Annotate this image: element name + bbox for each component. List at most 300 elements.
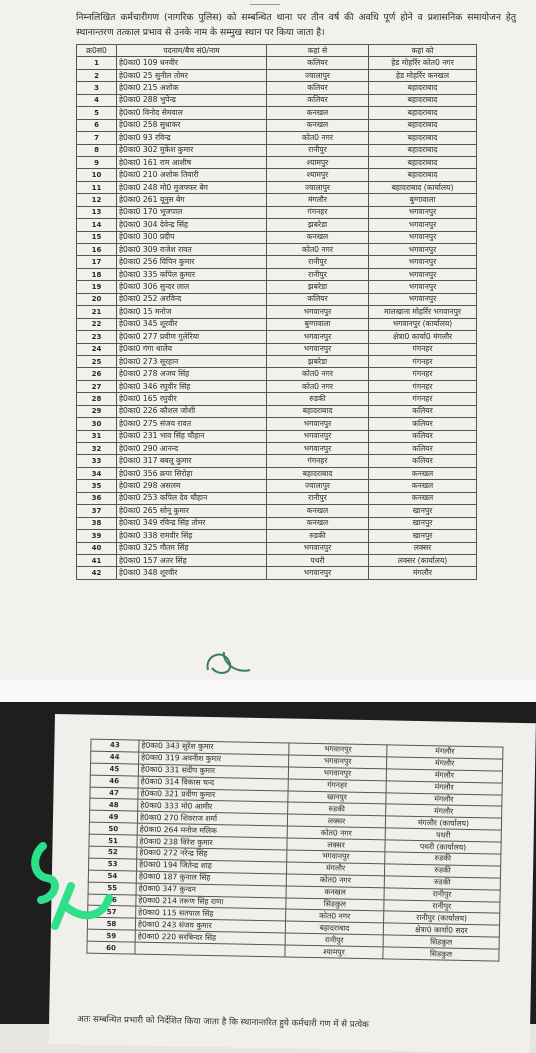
cell-to: गंगनहर — [369, 393, 477, 405]
table-row — [77, 268, 477, 280]
cell-to: रुडकी — [384, 864, 500, 878]
cell-name: हे0का0 गंगा थालेव — [117, 343, 267, 355]
table-row — [77, 355, 477, 367]
table-row — [77, 206, 477, 218]
table-body-page-1 — [77, 57, 477, 579]
cell-from: ज्वालापुर — [267, 480, 369, 492]
cell-from: कोत0 नगर — [287, 826, 385, 840]
cell-from: श्यामपुर — [285, 945, 383, 959]
cell-from: गंगनहर — [267, 206, 369, 218]
cell-from: भगवानपुर — [289, 743, 387, 757]
cell-to: भगवानपुर — [369, 281, 477, 293]
cell-to: बहादराबाद — [369, 169, 477, 181]
cell-to: बहादराबाद — [369, 119, 477, 131]
cell-to: कलियर — [369, 455, 477, 467]
cell-from: कोत0 नगर — [267, 244, 369, 256]
cell-from: भगवानपुर — [267, 542, 369, 554]
table-row — [77, 57, 477, 69]
signature-initial — [196, 640, 256, 680]
table-row — [77, 393, 477, 405]
cell-to: क्षेत्रा0 कार्या0 मंगलौर — [369, 331, 477, 343]
cell-to: कलियर — [369, 418, 477, 430]
cell-from: श्यामपुर — [267, 156, 369, 168]
cell-from: भगवानपुर — [267, 343, 369, 355]
cell-from: झबरेडा — [267, 219, 369, 231]
cell-name: हे0का0 278 अजय सिंह — [117, 368, 267, 380]
cell-to: मंगलौर — [386, 804, 502, 818]
cell-serial: 1 — [77, 57, 117, 69]
cell-serial: 35 — [77, 480, 117, 492]
cell-serial: 11 — [77, 181, 117, 193]
cell-from: रानीपुर — [267, 268, 369, 280]
cell-name: हे0का0 109 धनवीर — [117, 57, 267, 69]
cell-serial: 5 — [77, 107, 117, 119]
cell-name: हे0का0 331 संदीप कुमार — [138, 764, 288, 779]
cell-serial: 10 — [77, 169, 117, 181]
cell-to: कलियर — [369, 430, 477, 442]
cell-name: हे0का0 265 सोनू कुमार — [117, 505, 267, 517]
cell-to: गंगनहर — [369, 368, 477, 380]
table-row — [77, 144, 477, 156]
cell-name: हे0का0 15 मनोज — [117, 306, 267, 318]
cell-name: हे0का0 243 संजय कुमार — [135, 918, 285, 933]
cell-name: हे0का0 170 भूजपाल — [117, 206, 267, 218]
cell-name: हे0का0 93 रविन्द्र — [117, 132, 267, 144]
cell-to: बहादराबाद — [369, 94, 477, 106]
table-row — [77, 517, 477, 529]
cell-serial: 9 — [77, 156, 117, 168]
cell-from: लक्सर — [287, 838, 385, 852]
cell-to: कनखल — [369, 467, 477, 479]
cell-to: मंगलौर — [387, 745, 503, 759]
cell-from: भगवानपुर — [267, 430, 369, 442]
table-row — [77, 480, 477, 492]
cell-serial: 37 — [77, 505, 117, 517]
cell-serial: 19 — [77, 281, 117, 293]
cell-name: हे0का0 256 विपिन कुमार — [117, 256, 267, 268]
cell-serial: 3 — [77, 82, 117, 94]
cell-to: बहादराबाद — [369, 107, 477, 119]
cell-from: कोत0 नगर — [267, 368, 369, 380]
cell-from: ज्वालापुर — [267, 69, 369, 81]
cell-name: हे0का0 288 भुपेन्द्र — [117, 94, 267, 106]
cell-serial: 51 — [89, 834, 137, 847]
cell-from: कनखल — [286, 886, 384, 900]
cell-name: हे0का0 252 अरविन्द — [117, 293, 267, 305]
cell-from: रानीपुर — [285, 933, 383, 947]
table-row — [77, 430, 477, 442]
table-row — [77, 492, 477, 504]
cell-name: हे0का0 258 सुधाकर — [117, 119, 267, 131]
cell-name: हे0का0 231 भाव सिंह चौहान — [117, 430, 267, 442]
cell-from: रानीपुर — [267, 492, 369, 504]
cell-from: भगवानपुर — [267, 331, 369, 343]
cell-serial: 44 — [91, 751, 139, 764]
cell-name: हे0का0 290 आनन्द — [117, 443, 267, 455]
cell-serial: 8 — [77, 144, 117, 156]
cell-serial: 16 — [77, 244, 117, 256]
cell-name: हे0का0 272 नरेन्द्र सिंह — [137, 847, 287, 862]
cell-to: खानपुर — [369, 517, 477, 529]
cell-serial: 23 — [77, 331, 117, 343]
intro-paragraph: निम्नलिखित कर्मचारीगण (नागरिक पुलिस) को सम्बन्धित थाना पर तीन वर्ष की अवधि पूर्ण होने व प्रशासनिक समायोजन हेतु स्थानान्तरण तत्काल प्रभाव से उनके नाम के सम्मुख स्थान पर किया जाता है। — [76, 12, 516, 38]
cell-serial: 58 — [87, 918, 135, 931]
cell-to: गंगनहर — [369, 380, 477, 392]
cell-serial: 22 — [77, 318, 117, 330]
cell-name: हे0का0 319 अवनीश कुमार — [139, 752, 289, 767]
cell-to: कलियर — [369, 405, 477, 417]
cell-name: हे0का0 248 मो0 मुजफ्फर बेग — [117, 181, 267, 193]
cell-name: हे0का0 264 मनोज मलिक — [137, 823, 287, 838]
header-serial: क्र0सं0 — [77, 45, 117, 57]
table-row — [77, 443, 477, 455]
cell-serial: 24 — [77, 343, 117, 355]
cell-name: हे0का0 25 सुनील तोमर — [117, 69, 267, 81]
cell-to: रानीपुर (कार्यालय) — [384, 911, 500, 925]
cell-serial: 48 — [90, 799, 138, 812]
cell-to: लक्सर (कार्यालय) — [369, 554, 477, 566]
cell-serial: 7 — [77, 132, 117, 144]
cell-name: हे0का0 304 देवेन्द्र सिंह — [117, 219, 267, 231]
page-gap — [0, 680, 536, 702]
table-row — [77, 281, 477, 293]
cell-to: मालखाना मोहर्रिर भगवानपुर — [369, 306, 477, 318]
cell-serial: 12 — [77, 194, 117, 206]
cell-name: हे0का0 348 शूरवीर — [117, 567, 267, 579]
cell-to: सिडकुल — [383, 935, 499, 949]
cell-from: बहादराबाद — [267, 467, 369, 479]
cell-from: बुग्गावाला — [267, 318, 369, 330]
cell-to: भगवानपुर — [369, 206, 477, 218]
cell-to: कनखल — [369, 480, 477, 492]
cell-to: खानपुर — [369, 530, 477, 542]
cell-name: हे0का0 161 राम आशीष — [117, 156, 267, 168]
top-rule — [250, 0, 280, 5]
table-row — [77, 467, 477, 479]
cell-to: मंगलौर — [386, 792, 502, 806]
cell-name: हे0का0 226 कौशल जोशी — [117, 405, 267, 417]
cell-name: हे0का0 349 रविन्द्र सिंह तोमर — [117, 517, 267, 529]
cell-to: मंगलौर — [369, 567, 477, 579]
cell-to: बहादराबाद — [369, 156, 477, 168]
table-row — [77, 107, 477, 119]
table-row — [77, 231, 477, 243]
table-row — [77, 343, 477, 355]
cell-to: रुडकी — [384, 876, 500, 890]
cell-name: हे0का0 317 बबलू कुमार — [117, 455, 267, 467]
cell-from: गंगनहर — [267, 455, 369, 467]
cell-name: हे0का0 309 राजेश रावत — [117, 244, 267, 256]
cell-name: हे0का0 215 अशोक — [117, 82, 267, 94]
cell-to: मंगलौर — [387, 757, 503, 771]
cell-serial: 29 — [77, 405, 117, 417]
cell-serial: 21 — [77, 306, 117, 318]
cell-to: बहादराबाद (कार्यालय) — [369, 181, 477, 193]
cell-from: कोत0 नगर — [267, 132, 369, 144]
cell-name: हे0का0 356 क्रपा सिरोहा — [117, 467, 267, 479]
cell-serial: 53 — [89, 858, 137, 871]
cell-from: कलियर — [267, 94, 369, 106]
cell-to: गंगनहर — [369, 343, 477, 355]
cell-to: रानीपुर — [384, 888, 500, 902]
table-row — [77, 94, 477, 106]
cell-from: रुडकी — [267, 530, 369, 542]
header-name: पदनाम/बैच सं0/नाम — [117, 45, 267, 57]
cell-from: कोत0 नगर — [286, 874, 384, 888]
cell-serial: 15 — [77, 231, 117, 243]
cell-from: मंगलौर — [267, 194, 369, 206]
cell-serial: 40 — [77, 542, 117, 554]
cell-name: हे0का0 306 सुन्दर लाल — [117, 281, 267, 293]
table-row — [77, 318, 477, 330]
cell-from: भगवानपुर — [289, 755, 387, 769]
cell-serial: 26 — [77, 368, 117, 380]
cell-from: सिडकुल — [286, 898, 384, 912]
cell-to: गंगनहर — [369, 355, 477, 367]
cell-from: कलियर — [267, 293, 369, 305]
cell-name: हे0का0 343 सुरेश कुमार — [139, 740, 289, 755]
cell-name: हे0का0 335 कपिल कुमार — [117, 268, 267, 280]
table-row — [77, 530, 477, 542]
cell-serial: 59 — [87, 929, 135, 942]
cell-to: मंगलौर — [386, 781, 502, 795]
cell-serial: 34 — [77, 467, 117, 479]
transfer-table-page-1 — [76, 44, 477, 580]
cell-name: हे0का0 238 विरेश कुमार — [137, 835, 287, 850]
cell-from: रानीपुर — [267, 256, 369, 268]
cell-serial: 20 — [77, 293, 117, 305]
cell-serial: 57 — [88, 906, 136, 919]
cell-serial: 45 — [90, 763, 138, 776]
cell-from: भगवानपुर — [267, 567, 369, 579]
cell-serial: 49 — [89, 811, 137, 824]
cell-from: भगवानपुर — [267, 443, 369, 455]
cell-from: झबरेडा — [267, 281, 369, 293]
cell-serial: 18 — [77, 268, 117, 280]
cell-from: झबरेडा — [267, 355, 369, 367]
cell-name: हे0का0 220 सरबिन्दर सिंह — [135, 930, 285, 945]
table-row — [77, 119, 477, 131]
cell-to: मंगलौर — [386, 769, 502, 783]
cell-serial: 4 — [77, 94, 117, 106]
cell-to: भगवानपुर — [369, 268, 477, 280]
cell-name: हे0का0 275 संजय रावत — [117, 418, 267, 430]
table-body-page-2 — [87, 739, 503, 961]
cell-to: बुग्गावाला — [369, 194, 477, 206]
cell-from: लक्सर — [287, 814, 385, 828]
cell-from: गंगनहर — [288, 779, 386, 793]
cell-name: हे0का0 325 गौतम सिंह — [117, 542, 267, 554]
table-row — [77, 132, 477, 144]
document-page-2-photo — [0, 702, 536, 1031]
cell-serial: 36 — [77, 492, 117, 504]
cell-serial: 38 — [77, 517, 117, 529]
cell-name: हे0का0 विनोद सेमवाल — [117, 107, 267, 119]
document-page-2 — [49, 714, 536, 1053]
cell-serial: 27 — [77, 380, 117, 392]
cell-name: हे0का0 214 तरूण सिंह राणा — [136, 895, 286, 910]
cell-name: हे0का0 321 प्रवीण कुमार — [138, 788, 288, 803]
cell-from: कनखल — [267, 119, 369, 131]
cell-to: रुडकी — [385, 852, 501, 866]
cell-name: हे0का0 194 जितेन्द्र शाह — [137, 859, 287, 874]
green-highlighter-mark — [25, 826, 115, 936]
table-row — [77, 156, 477, 168]
cell-to: खानपुर — [369, 505, 477, 517]
cell-serial: 25 — [77, 355, 117, 367]
cell-name: हे0का0 253 कपिल देव चौहान — [117, 492, 267, 504]
cell-serial: 14 — [77, 219, 117, 231]
cell-serial: 46 — [90, 775, 138, 788]
cell-serial: 54 — [88, 870, 136, 883]
cell-to: बहादराबाद — [369, 132, 477, 144]
cell-name: हे0का0 115 सतपाल सिंह — [136, 907, 286, 922]
table-row — [77, 405, 477, 417]
footer-paragraph: अतः सम्बन्धित प्रभारी को निर्देशित किया जाता है कि स्थानान्तरित हुये कर्मचारी गण में से प्रत्येक — [77, 1014, 369, 1031]
cell-name: हे0का0 338 रामवीर सिंह — [117, 530, 267, 542]
cell-serial: 42 — [77, 567, 117, 579]
cell-serial: 30 — [77, 418, 117, 430]
table-row — [77, 306, 477, 318]
cell-name: हे0का0 333 मो0 आमीर — [138, 800, 288, 815]
cell-serial: 60 — [87, 941, 135, 954]
cell-name: हे0का0 314 विकास चन्द — [138, 776, 288, 791]
cell-name: हे0का0 270 शिवराज शर्मा — [137, 811, 287, 826]
cell-serial: 2 — [77, 69, 117, 81]
cell-from: ज्वालापुर — [267, 181, 369, 193]
cell-from: बहादराबाद — [285, 921, 383, 935]
cell-from: रानीपुर — [267, 144, 369, 156]
cell-to: मंगलौर (कार्यालय) — [385, 816, 501, 830]
table-row — [77, 256, 477, 268]
cell-from: खानपुर — [288, 791, 386, 805]
cell-from: भगवानपुर — [267, 306, 369, 318]
table-row — [77, 293, 477, 305]
cell-name: हे0का0 298 असलम — [117, 480, 267, 492]
cell-serial: 55 — [88, 882, 136, 895]
cell-from: कनखल — [267, 231, 369, 243]
table-row — [77, 455, 477, 467]
page-header-mark — [85, 721, 105, 729]
cell-name: हे0का0 273 सूरहान — [117, 355, 267, 367]
table-row — [77, 181, 477, 193]
cell-name: हे0का0 187 कुनाल सिंह — [136, 871, 286, 886]
cell-name: हे0का0 300 प्रदीप — [117, 231, 267, 243]
table-row — [77, 82, 477, 94]
table-row — [77, 368, 477, 380]
cell-name: हे0का0 302 मुकेश कुमार — [117, 144, 267, 156]
table-row — [77, 331, 477, 343]
cell-to: हेड मोहर्रिर कनखल — [369, 69, 477, 81]
cell-from: कोत0 नगर — [286, 909, 384, 923]
cell-to: हेड मोहर्रिर कोत0 नगर — [369, 57, 477, 69]
cell-serial: 33 — [77, 455, 117, 467]
cell-from: कनखल — [267, 505, 369, 517]
cell-name: हे0का0 210 अशोक तिवारी — [117, 169, 267, 181]
table-row — [77, 567, 477, 579]
cell-to: भगवानपुर — [369, 256, 477, 268]
cell-to: भगवानपुर — [369, 293, 477, 305]
header-from: कहां से — [267, 45, 369, 57]
cell-from: भगवानपुर — [288, 767, 386, 781]
table-row — [77, 418, 477, 430]
cell-from: श्यामपुर — [267, 169, 369, 181]
cell-from: बहादराबाद — [267, 405, 369, 417]
cell-name: हे0का0 345 शूरवीर — [117, 318, 267, 330]
cell-name: हे0का0 346 रघुवीर सिंह — [117, 380, 267, 392]
cell-to: सिडकुल — [383, 947, 499, 961]
table-row — [77, 505, 477, 517]
table-row — [77, 542, 477, 554]
cell-name: हे0का0 261 यूनुस बेग — [117, 194, 267, 206]
cell-from: भगवानपुर — [287, 850, 385, 864]
cell-name: हे0का0 347 कुन्दन — [136, 883, 286, 898]
cell-to: भगवानपुर — [369, 231, 477, 243]
cell-serial: 56 — [88, 894, 136, 907]
cell-to: कलियर — [369, 443, 477, 455]
cell-serial: 50 — [89, 822, 137, 835]
cell-serial: 17 — [77, 256, 117, 268]
cell-name: हे0का0 157 अतर सिंह — [117, 554, 267, 566]
cell-name: हे0का0 277 प्रवीण गुलेरिया — [117, 331, 267, 343]
cell-serial: 41 — [77, 554, 117, 566]
cell-serial: 31 — [77, 430, 117, 442]
cell-to: रानीपुर — [384, 899, 500, 913]
cell-to: कनखल — [369, 492, 477, 504]
cell-from: कनखल — [267, 107, 369, 119]
cell-to: बहादराबाद — [369, 144, 477, 156]
cell-serial: 28 — [77, 393, 117, 405]
cell-serial: 6 — [77, 119, 117, 131]
header-to: कहां को — [369, 45, 477, 57]
table-header-row — [77, 45, 477, 57]
cell-serial: 13 — [77, 206, 117, 218]
cell-to: बहादराबाद — [369, 82, 477, 94]
cell-to: भगवानपुर — [369, 219, 477, 231]
cell-from: कोत0 नगर — [267, 380, 369, 392]
cell-to: क्षेत्रा0 कार्या0 सदर — [383, 923, 499, 937]
cell-from: कलियर — [267, 82, 369, 94]
table-row — [77, 244, 477, 256]
table-row — [77, 554, 477, 566]
cell-serial: 43 — [91, 739, 139, 752]
transfer-table-page-2 — [86, 739, 503, 962]
table-row — [77, 219, 477, 231]
cell-serial: 52 — [89, 846, 137, 859]
cell-to: पथरी — [385, 828, 501, 842]
cell-serial: 32 — [77, 443, 117, 455]
table-row — [77, 169, 477, 181]
cell-from: रुडकी — [267, 393, 369, 405]
cell-serial: 39 — [77, 530, 117, 542]
cell-from: पथरी — [267, 554, 369, 566]
table-row — [77, 194, 477, 206]
table-row — [77, 380, 477, 392]
cell-from: कलियर — [267, 57, 369, 69]
cell-from: भगवानपुर — [267, 418, 369, 430]
cell-serial: 47 — [90, 787, 138, 800]
cell-from: कनखल — [267, 517, 369, 529]
cell-to: लक्सर — [369, 542, 477, 554]
cell-from: रुडकी — [288, 802, 386, 816]
cell-name — [135, 942, 285, 957]
table-row — [77, 69, 477, 81]
cell-to: भगवानपुर — [369, 244, 477, 256]
cell-to: भगवानपुर (कार्यालय) — [369, 318, 477, 330]
cell-to: पथरी (कार्यालय) — [385, 840, 501, 854]
cell-from: मंगलौर — [286, 862, 384, 876]
cell-name: हे0का0 165 रघुवीर — [117, 393, 267, 405]
